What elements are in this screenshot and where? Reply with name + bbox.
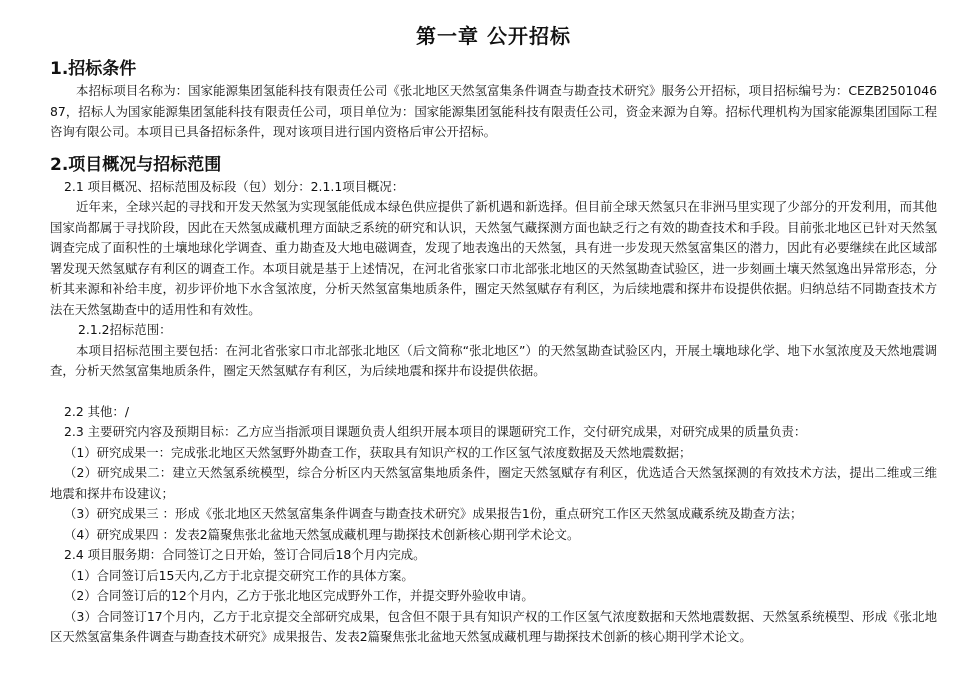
list-item: （4）研究成果四 ：发表2篇聚焦张北盆地天然氢成藏机理与勘探技术创新核心期刊学术论文。 bbox=[64, 526, 580, 542]
section-1-body: 本招标项目名称为：国家能源集团氢能科技有限责任公司《张北地区天然氢富集条件调查与勘查技术研究》服务公开招标，项目招标编号为：CEZB250104687，招标人为国家能源集团氢能科技有限责任公司，项目单位为：国家能源集团氢能科技有限责任公司，资金来源为自筹。招标代理机构为国家能源集团国际工程咨询有限公司。本项目已具备招标条件，现对该项目进行国内资格后审公开招标。 bbox=[50, 83, 937, 139]
section-1-heading: 1.招标条件 bbox=[50, 59, 137, 79]
chapter-title: 第一章 公开招标 bbox=[416, 24, 571, 48]
subsection-2-3-heading: 2.3 主要研究内容及预期目标：乙方应当指派项目课题负责人组织开展本项目的课题研究工作，交付研究成果，对研究成果的质量负责： bbox=[64, 424, 807, 439]
list-item: （1）研究成果一：完成张北地区天然氢野外勘查工作，获取具有知识产权的工作区氢气浓度数据及天然地震数据； bbox=[64, 444, 692, 460]
section-2-heading: 2.项目概况与招标范围 bbox=[50, 154, 222, 175]
subsection-2-4-heading: 2.4 项目服务期：合同签订之日开始，签订合同后18个月内完成。 bbox=[64, 547, 426, 562]
subsection-2-1-1-body: 近年来，全球兴起的寻找和开发天然氢为实现氢能低成本绿色供应提供了新机遇和新选择。但目前全球天然氢只在非洲马里实现了少部分的开发利用，而其他国家尚都属于寻找阶段，因此在天然氢成藏机理方面缺乏系统的研究和认识，天然氢气藏探测方面也缺乏行之有效的勘查技术和手段。目前张北地区已针对天然氢调查完成了面积性的土壤地球化学调查、重力勘查及大地电磁调查，发现了地表逸出的天然氢，具有进一步发现天然氢富集区的潜力，因此有必要继续在此区域部署发现天然氢赋存有利区的调查工作。本项目就是基于上述情况，在河北省张家口市北部张北地区的天然氢勘查试验区，进一步刻画土壤天然氢逸出异常形态，分析其来源和补给丰度，初步评价地下水含氢浓度，分析天然氢富集地质条件，圈定天然氢赋存有利区，为后续地震和探井布设提供依据。归纳总结不同勘查技术方法在天然氢勘查中的适用性和有效性。 bbox=[50, 199, 937, 317]
subsection-2-1-heading: 2.1 项目概况、招标范围及标段（包）划分：2.1.1项目概况： bbox=[64, 178, 405, 194]
list-item: （1）合同签订后15天内,乙方于北京提交研究工作的具体方案。 bbox=[64, 567, 414, 583]
subsection-2-1-2-body: 本项目招标范围主要包括：在河北省张家口市北部张北地区（后文简称“张北地区”）的天然氢勘查试验区内，开展土壤地球化学、地下水氢浓度及天然地震调查，分析天然氢富集地质条件，圈定天然氢赋存有利区，为后续地震和探井布设提供依据。 bbox=[50, 342, 937, 378]
blank-line bbox=[50, 382, 937, 402]
list-item: （2）研究成果二：建立天然氢系统模型，综合分析区内天然氢富集地质条件，圈定天然氢赋存有利区，优选适合天然氢探测的有效技术方法，提出二维或三维地震和探井布设建议； bbox=[50, 465, 937, 501]
list-item: （2）合同签订后的12个月内，乙方于张北地区完成野外工作，并提交野外验收申请。 bbox=[64, 588, 534, 603]
section-spacer bbox=[50, 143, 937, 153]
list-item: （3）研究成果三 ：形成《张北地区天然氢富集条件调查与勘查技术研究》成果报告1份，重点研究工作区天然氢成藏系统及勘查方法； bbox=[64, 506, 803, 521]
subsection-2-2: 2.2 其他：/ bbox=[64, 403, 129, 419]
list-item: （3）合同签订17个月内，乙方于北京提交全部研究成果，包含但不限于具有知识产权的工作区氢气浓度数据和天然地震数据、天然氢系统模型、形成《张北地区天然氢富集条件调查与勘查技术研究》成果报告、发表2篇聚焦张北盆地天然氢成藏机理与勘探技术创新的核心期刊学术论文。 bbox=[50, 608, 937, 644]
subsection-2-1-2-heading: 2.1.2招标范围： bbox=[78, 322, 172, 337]
